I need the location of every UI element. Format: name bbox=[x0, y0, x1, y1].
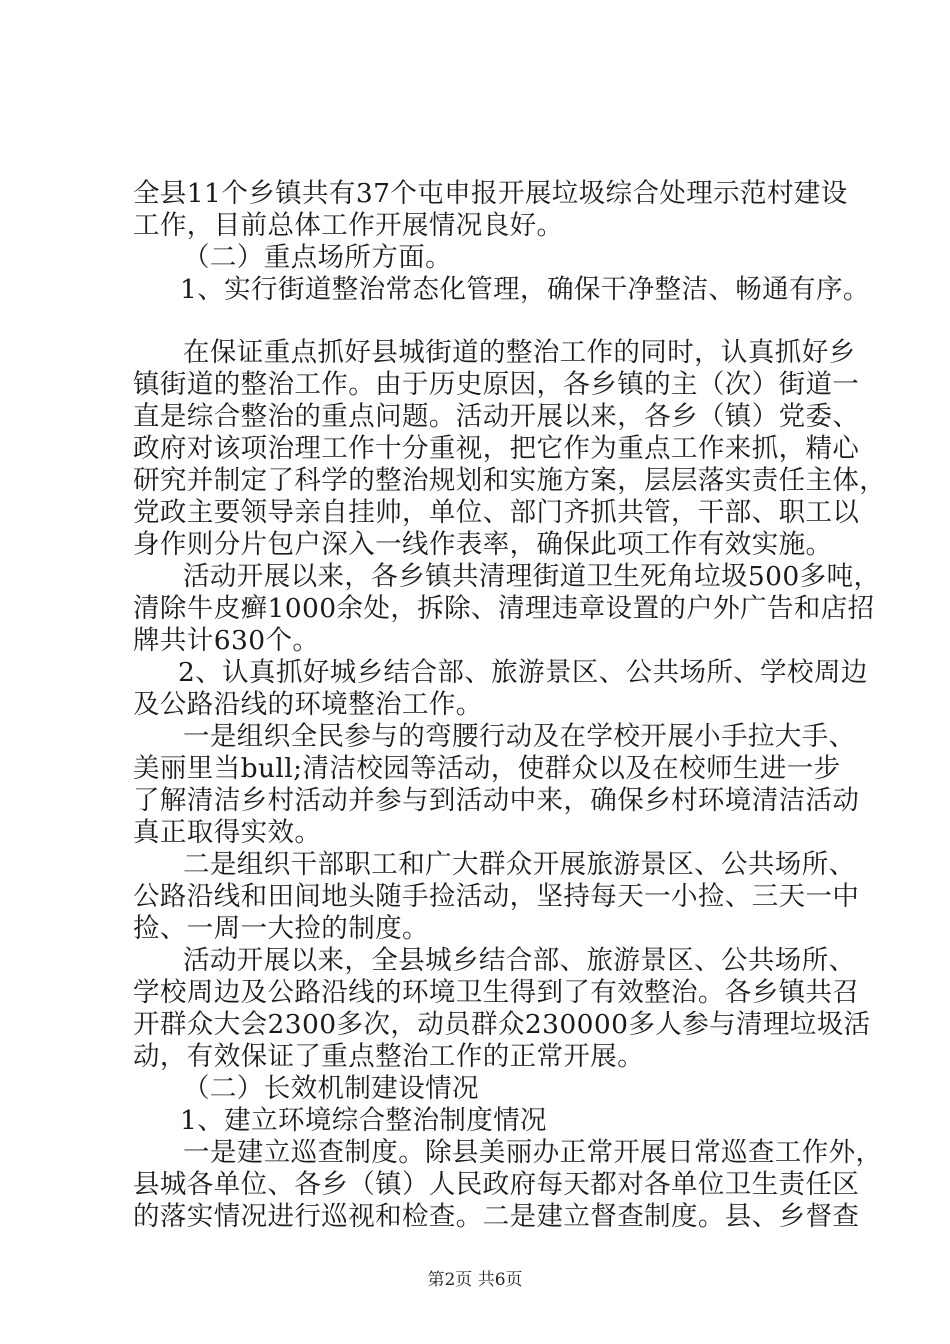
text-line: 党政主要领导亲自挂帅，单位、部门齐抓共管，干部、职工以 bbox=[133, 497, 860, 528]
text-line: 学校周边及公路沿线的环境卫生得到了有效整治。各乡镇共召 bbox=[133, 977, 860, 1008]
text-line: 研究并制定了科学的整治规划和实施方案，层层落实责任主体， bbox=[133, 465, 887, 496]
text-line: 在保证重点抓好县城街道的整治工作的同时，认真抓好乡 bbox=[183, 337, 856, 368]
text-line: 公路沿线和田间地头随手捡活动，坚持每天一小捡、三天一中 bbox=[133, 881, 860, 912]
page-footer: 第2页 共6页 bbox=[427, 1270, 523, 1290]
text-line: 了解清洁乡村活动并参与到活动中来，确保乡村环境清洁活动 bbox=[133, 785, 860, 816]
text-line: 清除牛皮癣1000余处，拆除、清理违章设置的户外广告和店招 bbox=[133, 593, 875, 624]
subsection-heading: 1、建立环境综合整治制度情况 bbox=[180, 1105, 547, 1136]
text-line: 镇街道的整治工作。由于历史原因，各乡镇的主（次）街道一 bbox=[133, 369, 860, 400]
text-line: 一是组织全民参与的弯腰行动及在学校开展小手拉大手、 bbox=[183, 721, 856, 752]
text-line: 工作，目前总体工作开展情况良好。 bbox=[133, 210, 564, 241]
text-line: 一是建立巡查制度。除县美丽办正常开展日常巡查工作外， bbox=[183, 1137, 883, 1168]
text-line: 捡、一周一大捡的制度。 bbox=[133, 913, 429, 944]
text-line: 的落实情况进行巡视和检查。二是建立督查制度。县、乡督查 bbox=[133, 1201, 860, 1232]
subsection-heading: 2、认真抓好城乡结合部、旅游景区、公共场所、学校周边 bbox=[178, 657, 868, 688]
text-line: 动，有效保证了重点整治工作的正常开展。 bbox=[133, 1041, 645, 1072]
text-line: 美丽里当bull;清洁校园等活动，使群众以及在校师生进一步 bbox=[133, 753, 841, 784]
section-heading: （二）长效机制建设情况 bbox=[183, 1073, 479, 1104]
text-line: 活动开展以来，各乡镇共清理街道卫生死角垃圾500多吨， bbox=[183, 561, 881, 592]
text-line: 二是组织干部职工和广大群众开展旅游景区、公共场所、 bbox=[183, 849, 856, 880]
text-line: 全县11个乡镇共有37个屯申报开展垃圾综合处理示范村建设 bbox=[133, 178, 848, 209]
text-line: 政府对该项治理工作十分重视，把它作为重点工作来抓，精心 bbox=[133, 433, 860, 464]
subsection-heading: 1、实行街道整治常态化管理，确保干净整洁、畅通有序。 bbox=[180, 274, 870, 305]
text-line: 及公路沿线的环境整治工作。 bbox=[133, 689, 483, 720]
section-heading: （二）重点场所方面。 bbox=[183, 242, 452, 273]
text-line: 县城各单位、各乡（镇）人民政府每天都对各单位卫生责任区 bbox=[133, 1169, 860, 1200]
text-line: 牌共计630个。 bbox=[133, 625, 320, 656]
text-line: 真正取得实效。 bbox=[133, 817, 322, 848]
text-line: 开群众大会2300多次，动员群众230000多人参与清理垃圾活 bbox=[133, 1009, 871, 1040]
text-line: 身作则分片包户深入一线作表率，确保此项工作有效实施。 bbox=[133, 529, 833, 560]
text-line: 直是综合整治的重点问题。活动开展以来，各乡（镇）党委、 bbox=[133, 401, 860, 432]
text-line: 活动开展以来，全县城乡结合部、旅游景区、公共场所、 bbox=[183, 945, 856, 976]
